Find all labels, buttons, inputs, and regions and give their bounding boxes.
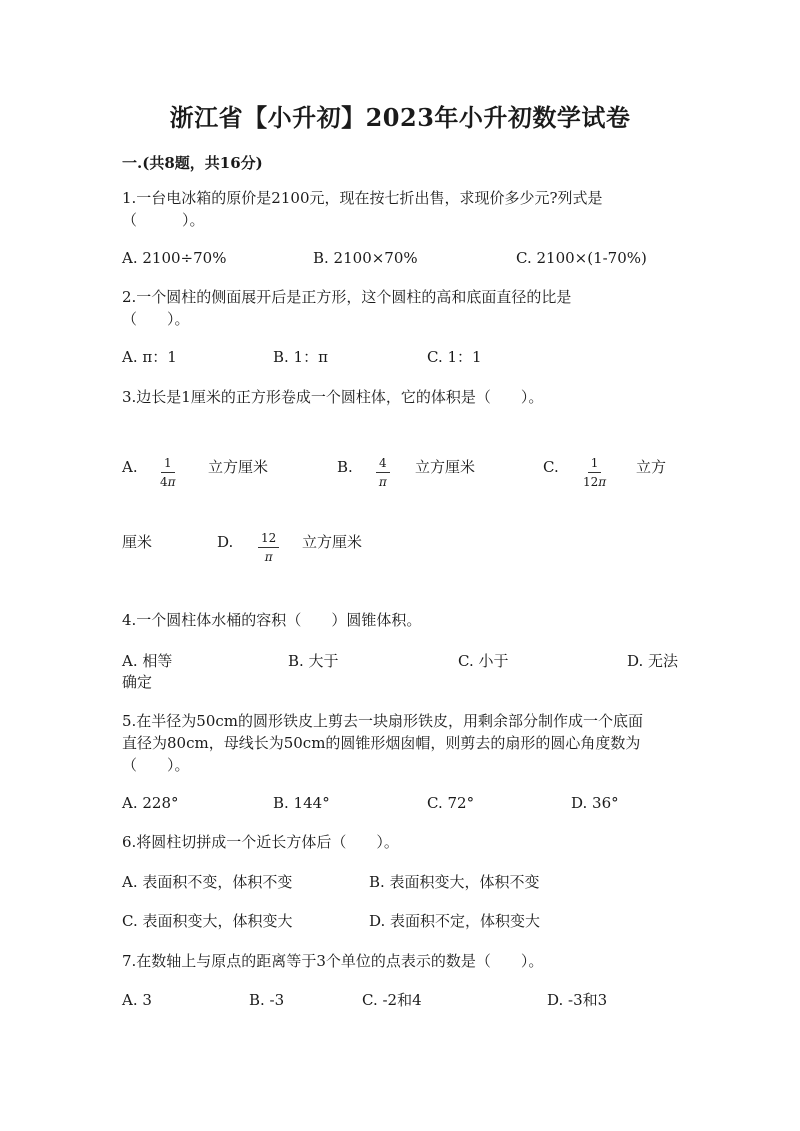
q5-stem-line3: （ ）。 (122, 756, 190, 774)
q6-option-c[interactable]: C. 表面积变大，体积变大 (122, 912, 293, 930)
fraction-numerator: 1 (161, 456, 175, 473)
q6-stem: 6.将圆柱切拼成一个近长方体后（ ）。 (122, 833, 399, 851)
fraction-numerator: 1 (588, 456, 602, 473)
pi-symbol: π (378, 475, 387, 489)
q3-option-d-fraction (258, 527, 279, 564)
q3-option-d-letter[interactable]: D. (217, 533, 234, 551)
fraction-denominator-number: 4 (160, 475, 168, 489)
q3-option-b-unit: 立方厘米 (415, 458, 476, 476)
q2-option-c[interactable]: C. 1：1 (427, 348, 482, 366)
q6-option-b[interactable]: B. 表面积变大，体积不变 (369, 873, 540, 891)
q1-option-b[interactable]: B. 2100×70% (313, 249, 418, 267)
q1-stem-line2: （ ）。 (122, 211, 205, 229)
q2-option-b[interactable]: B. 1：π (273, 348, 328, 366)
q3-option-a-fraction (160, 452, 176, 489)
q5-option-d[interactable]: D. 36° (571, 794, 619, 812)
page-title: 浙江省【小升初】2023年小升初数学试卷 (169, 103, 631, 132)
q3-option-a-letter[interactable]: A. (122, 458, 138, 476)
q4-option-a[interactable]: A. 相等 (122, 652, 173, 670)
q6-option-d[interactable]: D. 表面积不定，体积变大 (369, 912, 541, 930)
pi-symbol: π (264, 550, 273, 564)
q3-option-b-fraction (376, 452, 390, 489)
q1-stem-line1: 1.一台电冰箱的原价是2100元，现在按七折出售，求现价多少元?列式是 (122, 189, 603, 207)
q2-stem-line2: （ ）。 (122, 310, 190, 328)
q7-stem: 7.在数轴上与原点的距离等于3个单位的点表示的数是（ ）。 (122, 952, 544, 970)
q3-option-d-unit: 立方厘米 (302, 533, 363, 551)
q3-option-c-letter[interactable]: C. (543, 458, 559, 476)
fraction-denominator-number: 12 (583, 475, 599, 489)
q4-option-c[interactable]: C. 小于 (458, 652, 509, 670)
q1-option-c[interactable]: C. 2100×(1-70%) (516, 249, 647, 267)
q3-option-c-unit-part1: 立方 (636, 458, 667, 476)
q6-option-a[interactable]: A. 表面积不变，体积不变 (122, 873, 293, 891)
q5-stem-line1: 5.在半径为50cm的圆形铁皮上剪去一块扇形铁皮，用剩余部分制作成一个底面 (122, 712, 644, 730)
section-heading: 一.(共8题，共16分) (122, 154, 263, 172)
q3-option-a-unit: 立方厘米 (208, 458, 269, 476)
q5-option-a[interactable]: A. 228° (122, 794, 179, 812)
q5-option-b[interactable]: B. 144° (273, 794, 330, 812)
fraction-numerator: 12 (258, 531, 279, 548)
q1-option-a[interactable]: A. 2100÷70% (122, 249, 227, 267)
q3-option-c-fraction (583, 452, 606, 489)
q2-option-a[interactable]: A. π：1 (122, 348, 177, 366)
q4-stem: 4.一个圆柱体水桶的容积（ ）圆锥体积。 (122, 611, 422, 629)
q5-option-c[interactable]: C. 72° (427, 794, 475, 812)
q5-stem-line2: 直径为80cm，母线长为50cm的圆锥形烟囱帽，则剪去的扇形的圆心角度数为 (122, 734, 641, 752)
q3-option-b-letter[interactable]: B. (337, 458, 353, 476)
pi-symbol: π (167, 475, 176, 489)
q3-option-c-unit-part2: 厘米 (122, 533, 153, 551)
fraction-numerator: 4 (376, 456, 390, 473)
q4-option-b[interactable]: B. 大于 (288, 652, 339, 670)
q4-option-d[interactable]: D. 无法 (627, 652, 679, 670)
q4-option-d-wrap: 确定 (122, 673, 153, 691)
q3-stem: 3.边长是1厘米的正方形卷成一个圆柱体，它的体积是（ ）。 (122, 388, 544, 406)
q2-stem-line1: 2.一个圆柱的侧面展开后是正方形，这个圆柱的高和底面直径的比是 (122, 288, 572, 306)
q7-option-b[interactable]: B. -3 (249, 991, 285, 1009)
q7-option-d[interactable]: D. -3和3 (547, 991, 608, 1009)
q7-option-a[interactable]: A. 3 (122, 991, 152, 1009)
q7-option-c[interactable]: C. -2和4 (362, 991, 422, 1009)
pi-symbol: π (598, 475, 607, 489)
